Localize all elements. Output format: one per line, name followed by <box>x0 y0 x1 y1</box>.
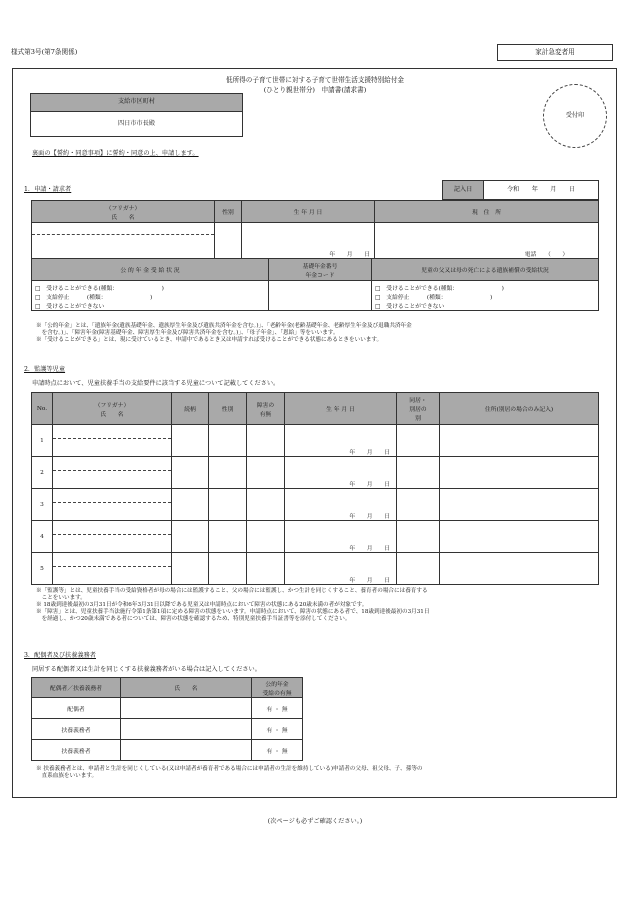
reception-stamp-circle <box>543 84 607 148</box>
dependent-name-field[interactable] <box>121 740 252 761</box>
dependent-name-field[interactable] <box>121 719 252 740</box>
sex-header: 性別 <box>215 201 242 223</box>
furigana-field[interactable] <box>32 223 215 235</box>
relation-field[interactable] <box>172 489 209 521</box>
child-dob-field[interactable]: 年 月 日 <box>285 489 397 521</box>
sex-field[interactable] <box>215 223 242 259</box>
dependent-pension-header: 公的年金 受給の有無 <box>252 678 303 698</box>
child-name-header: （フリガナ） 氏 名 <box>53 393 172 425</box>
applicant-table <box>31 200 599 259</box>
relation-field[interactable] <box>172 425 209 457</box>
dependent-pension-choice[interactable]: 有 ・ 無 <box>252 719 303 740</box>
child-sex-field[interactable] <box>209 521 247 553</box>
cohabit-field[interactable] <box>397 489 440 521</box>
section1-heading: 1．申請・請求者 <box>24 186 72 193</box>
child-dob-header: 生 年 月 日 <box>285 393 397 425</box>
child-sex-field[interactable] <box>209 553 247 585</box>
name-header: （フリガナ） 氏 名 <box>32 201 215 223</box>
dependents-table <box>31 677 303 761</box>
pension-table <box>31 258 599 311</box>
pension-options[interactable]: □ 受けることができる(種類： ) □ 支給停止 (種類： ) □ 受けることができない <box>32 281 269 311</box>
child-dob-field[interactable]: 年 月 日 <box>285 553 397 585</box>
form-number: 様式第3号(第7条関係) <box>11 48 78 56</box>
recipient-name: 四日市市長殿 <box>117 120 156 127</box>
child-furigana-field[interactable] <box>53 457 172 471</box>
child-address-header: 住所(別居の場合のみ記入) <box>440 393 599 425</box>
dependent-role: 扶養義務者 <box>32 719 121 740</box>
disability-field[interactable] <box>247 425 285 457</box>
dependent-name-field[interactable] <box>121 698 252 719</box>
row-number: 4 <box>32 521 53 553</box>
pledge-note: 裏面の【誓約・同意事項】に誓約・同意の上、申請します。 <box>32 150 199 157</box>
section1-notes: ※「公的年金」とは、「遺族年金(遺族基礎年金、遺族厚生年金及び遺族共済年金を含む。)」、「老齢年金(老齢基礎年金、老齢厚生年金及び退職共済年金 を含む。)」、「障害年金(障害基礎年金、障害厚生年金及び障害共済年金を含む。)」、「母子年金」、「恩給」等をいいます。 ※「受けることができる」とは、現に受けているとき、申請中であるとき又は申請すれば受けることができる状態にあるときをいいます。 <box>36 323 412 343</box>
child-name-field[interactable] <box>53 471 172 489</box>
title-line-1: 低所得の子育て世帯に対する子育て世帯生活支援特別給付金 <box>225 76 405 84</box>
role-header: 配偶者／扶養義務者 <box>32 678 121 698</box>
child-furigana-field[interactable] <box>53 553 172 567</box>
child-dob-field[interactable]: 年 月 日 <box>285 521 397 553</box>
child-dob-field[interactable]: 年 月 日 <box>285 457 397 489</box>
disability-field[interactable] <box>247 457 285 489</box>
disability-field[interactable] <box>247 553 285 585</box>
child-furigana-field[interactable] <box>53 425 172 439</box>
cohabit-header: 同居・ 別居の 別 <box>397 393 440 425</box>
row-number: 1 <box>32 425 53 457</box>
pension-header: 公 的 年 金 受 給 状 況 <box>32 259 269 281</box>
dependent-pension-choice[interactable]: 有 ・ 無 <box>252 740 303 761</box>
section2-intro: 申請時点において、児童扶養手当の支給要件に該当する児童について記載してください。 <box>32 380 280 387</box>
child-address-field[interactable] <box>440 521 599 553</box>
footer-note: (次ページも必ずご確認ください。) <box>267 818 363 825</box>
name-field[interactable] <box>32 235 215 259</box>
child-address-field[interactable] <box>440 457 599 489</box>
cohabit-field[interactable] <box>397 521 440 553</box>
relation-header: 続柄 <box>172 393 209 425</box>
dependent-name-header: 氏 名 <box>121 678 252 698</box>
dependent-role: 扶養義務者 <box>32 740 121 761</box>
dependent-pension-choice[interactable]: 有 ・ 無 <box>252 698 303 719</box>
child-dob-field[interactable]: 年 月 日 <box>285 425 397 457</box>
address-field[interactable]: 電話 （ ） <box>375 223 599 259</box>
child-sex-field[interactable] <box>209 489 247 521</box>
cohabit-field[interactable] <box>397 553 440 585</box>
row-number: 2 <box>32 457 53 489</box>
relation-field[interactable] <box>172 553 209 585</box>
section3-intro: 同居する配偶者又は生計を同じくする扶養義務者がいる場合は記入してください。 <box>32 666 261 673</box>
address-header: 現 住 所 <box>375 201 599 223</box>
child-name-field[interactable] <box>53 503 172 521</box>
section2-heading: 2．監護等児童 <box>24 366 66 373</box>
disability-field[interactable] <box>247 489 285 521</box>
child-furigana-field[interactable] <box>53 521 172 535</box>
pension-code-field[interactable] <box>269 281 372 311</box>
cohabit-field[interactable] <box>397 425 440 457</box>
cohabit-field[interactable] <box>397 457 440 489</box>
relation-field[interactable] <box>172 521 209 553</box>
child-sex-field[interactable] <box>209 457 247 489</box>
child-address-field[interactable] <box>440 489 599 521</box>
child-furigana-field[interactable] <box>53 489 172 503</box>
title-line-2: (ひとり親世帯分) 申請書(請求書) <box>263 86 367 94</box>
recipient-box <box>30 93 243 137</box>
dependent-role: 配偶者 <box>32 698 121 719</box>
date-box <box>442 180 599 200</box>
section3-heading: 3．配偶者及び扶養義務者 <box>24 652 96 659</box>
disability-header: 障害の 有無 <box>247 393 285 425</box>
row-number: 3 <box>32 489 53 521</box>
pension-code-header: 基礎年金番号 年金コード <box>269 259 372 281</box>
recipient-header: 支給市区町村 <box>31 94 242 112</box>
child-name-field[interactable] <box>53 567 172 585</box>
row-number: 5 <box>32 553 53 585</box>
child-name-field[interactable] <box>53 535 172 553</box>
section2-notes: ※「監護等」とは、児童扶養手当の受給資格者が母の場合には監護すること、父の場合には監護し、かつ生計を同じくすること、養育者の場合には養育する ことをいいます。 ※ 18歳到達後最初の3月31日が令和6年3月31日以降である児童又は申請時点において障害の状態にある20歳未満の者が対象です。 ※「障害」とは、児童扶養手当法施行令第1条第1項に定める障害の状態をいいます。申請時点において、障害の状態にある者で、18歳到達後最初の3月31日 を経過し、かつ20歳未満である者については、障害の状態を確認するため、特別児童扶養手当証書等を添付してください。 <box>36 588 430 622</box>
date-label: 記入日 <box>443 181 484 199</box>
compensation-options[interactable]: □ 受けることができる(種類： ) □ 支給停止 (種類： ) □ 受けることができない <box>372 281 599 311</box>
relation-field[interactable] <box>172 457 209 489</box>
children-table <box>31 392 599 585</box>
date-value[interactable]: 令和 年 月 日 <box>506 186 576 193</box>
child-address-field[interactable] <box>440 553 599 585</box>
disability-field[interactable] <box>247 521 285 553</box>
no-header: No. <box>32 393 53 425</box>
child-address-field[interactable] <box>440 425 599 457</box>
compensation-header: 児童の父又は母の死亡による遺族補償の受給状況 <box>372 259 599 281</box>
dob-header: 生 年 月 日 <box>242 201 375 223</box>
stamp-label: 受付印 <box>565 112 585 119</box>
corner-box: 家計急変者用 <box>497 44 613 61</box>
child-sex-field[interactable] <box>209 425 247 457</box>
child-name-field[interactable] <box>53 439 172 457</box>
section3-notes: ※ 扶養義務者とは、申請者と生計を同じくしている(又は申請者が養育者である場合には申請者の生計を維持している)申請者の父母、祖父母、子、孫等の 直系血族をいいます。 <box>36 766 423 779</box>
child-sex-header: 性別 <box>209 393 247 425</box>
dob-field[interactable]: 年 月 日 <box>242 223 375 259</box>
